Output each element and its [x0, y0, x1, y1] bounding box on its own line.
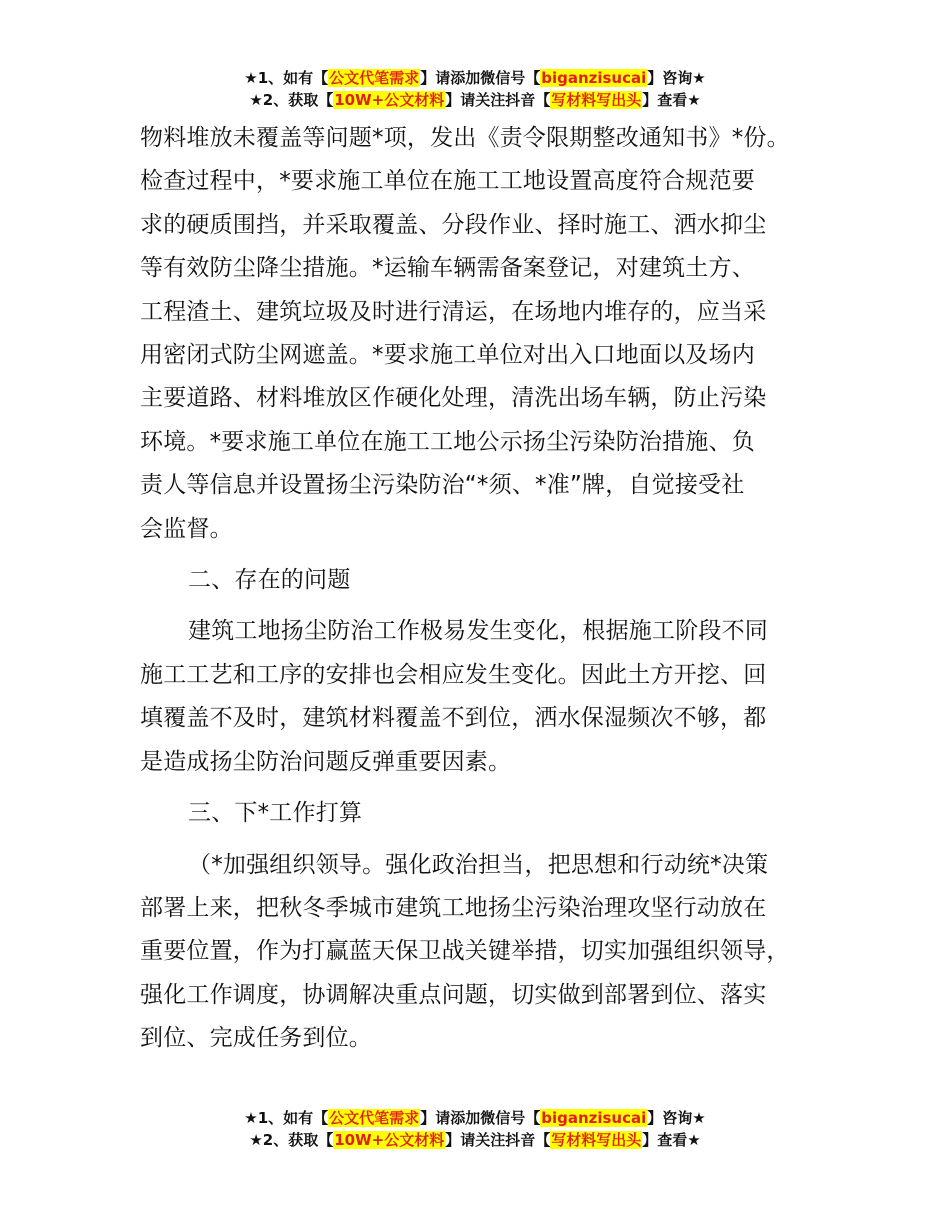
text-line: 会监督。 [140, 515, 233, 542]
paragraph-3 [140, 844, 840, 1061]
text-line: 物料堆放未覆盖等问题*项，发出《责令限期整改通知书》*份。 [140, 125, 790, 151]
highlight-service: 公文代笔需求 [329, 1109, 420, 1127]
text-line: 填覆盖不及时，建筑材料覆盖不到位，洒水保湿频次不够，都 [140, 705, 767, 732]
section-heading-2: 二、存在的问题 [188, 567, 351, 594]
banner-text: 】请添加微信号【 [420, 69, 541, 87]
highlight-service: 公文代笔需求 [329, 69, 420, 87]
document-body [140, 117, 840, 1061]
text-line: 用密闭式防尘网遮盖。*要求施工单位对出入口地面以及场内 [140, 342, 755, 369]
highlight-wechat-id: biganzisucai [541, 1109, 647, 1127]
text-line: 求的硬质围挡，并采取覆盖、分段作业、择时施工、洒水抑尘 [140, 211, 767, 238]
section-heading-3: 三、下*工作打算 [188, 800, 363, 827]
banner-text: ★2、获取【 [249, 91, 334, 109]
highlight-douyin: 写材料写出头 [551, 1131, 642, 1149]
banner-line-1 [0, 1107, 950, 1129]
text-line: 部署上来，把秋冬季城市建筑工地扬尘污染治理攻坚行动放在 [140, 894, 767, 921]
banner-text: 】请关注抖音【 [445, 91, 551, 109]
text-line: 工程渣土、建筑垃圾及时进行清运，在场地内堆存的，应当采 [140, 298, 767, 325]
text-line: 主要道路、材料堆放区作硬化处理，清洗出场车辆，防止污染 [140, 385, 767, 412]
banner-line-2 [0, 1129, 950, 1151]
text-line: 检查过程中，*要求施工单位在施工工地设置高度符合规范要 [140, 168, 755, 195]
banner-text: ★1、如有【 [244, 69, 329, 87]
text-line: 等有效防尘降尘措施。*运输车辆需备案登记，对建筑土方、 [140, 255, 755, 282]
banner-text: 】咨询★ [647, 1109, 706, 1127]
banner-text: ★1、如有【 [244, 1109, 329, 1127]
highlight-wechat-id: biganzisucai [541, 69, 647, 87]
text-line: 环境。*要求施工单位在施工工地公示扬尘污染防治措施、负 [140, 428, 755, 455]
banner-text: 】请添加微信号【 [420, 1109, 541, 1127]
text-line: 是造成扬尘防治问题反弹重要因素。 [140, 748, 512, 775]
banner-line-1 [0, 67, 950, 89]
text-line: 责人等信息并设置扬尘污染防治“*须、*准”牌，自觉接受社 [140, 472, 745, 499]
highlight-materials: 10W+公文材料 [334, 1131, 445, 1149]
footer-banner [0, 1107, 950, 1151]
paragraph-1 [140, 117, 840, 551]
banner-text: 】查看★ [642, 1131, 701, 1149]
banner-text: 】请关注抖音【 [445, 1131, 551, 1149]
highlight-douyin: 写材料写出头 [551, 91, 642, 109]
highlight-materials: 10W+公文材料 [334, 91, 445, 109]
header-banner [0, 67, 950, 111]
text-line: 建筑工地扬尘防治工作极易发生变化，根据施工阶段不同 [188, 618, 768, 645]
text-line: 施工工艺和工序的安排也会相应发生变化。因此土方开挖、回 [140, 661, 767, 688]
banner-line-2 [0, 89, 950, 111]
text-line: 重要位置，作为打赢蓝天保卫战关键举措，切实加强组织领导， [140, 938, 790, 965]
banner-text: 】查看★ [642, 91, 701, 109]
paragraph-2 [140, 610, 840, 784]
text-line: 到位、完成任务到位。 [140, 1025, 372, 1052]
text-line: （*加强组织领导。强化政治担当，把思想和行动统*决策 [188, 851, 769, 878]
text-line: 强化工作调度，协调解决重点问题，切实做到部署到位、落实 [140, 981, 767, 1008]
banner-text: ★2、获取【 [249, 1131, 334, 1149]
banner-text: 】咨询★ [647, 69, 706, 87]
